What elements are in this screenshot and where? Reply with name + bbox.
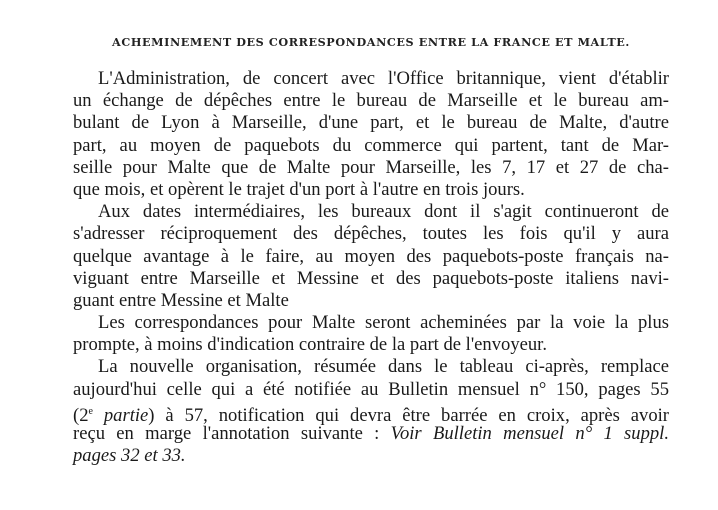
text-line: prompte, à moins d'indication contraire de la part de l'envoyeur. xyxy=(73,334,547,356)
text-line xyxy=(73,423,669,445)
document-body xyxy=(73,68,669,467)
italic-text: Voir Bulletin mensuel n° 1 suppl. xyxy=(390,423,669,444)
text-fragment: reçu en marge l'annotation suivante : xyxy=(73,423,391,444)
text-line: bulant de Lyon à Marseille, d'une part, et le bureau de Malte, d'autre xyxy=(73,112,669,134)
text-line: Les correspondances pour Malte seront acheminées par la voie la plus xyxy=(98,312,669,334)
page-heading: ACHEMINEMENT DES CORRESPONDANCES ENTRE LA FRANCE ET MALTE. xyxy=(112,35,630,49)
text-line: Aux dates intermédiaires, les bureaux dont il s'agit continueront de xyxy=(98,201,669,223)
text-line: guant entre Messine et Malte xyxy=(73,289,289,311)
italic-text: pages 32 et 33. xyxy=(73,445,186,467)
text-line: La nouvelle organisation, résumée dans le tableau ci-après, remplace xyxy=(98,356,669,378)
text-line: que mois, et opèrent le trajet d'un port à l'autre en trois jours. xyxy=(73,178,525,200)
paragraph-2 xyxy=(73,201,669,312)
text-line xyxy=(73,401,669,426)
text-fragment: (2 xyxy=(73,405,89,426)
italic-text: partie xyxy=(103,405,149,426)
text-line: L'Administration, de concert avec l'Office britannique, vient d'établir xyxy=(98,68,669,89)
text-line: s'adresser réciproquement des dépêches, toutes les fois qu'il y aura xyxy=(73,223,669,245)
text-fragment: ) à 57, notification qui devra être barrée en croix, après avoir xyxy=(148,405,669,426)
paragraph-1 xyxy=(73,68,669,201)
paragraph-3 xyxy=(73,312,669,356)
text-line: aujourd'hui celle qui a été notifiée au Bulletin mensuel n° 150, pages 55 xyxy=(73,378,669,400)
text-line: quelque avantage à le faire, au moyen des paquebots-poste français na- xyxy=(73,245,669,267)
superscript: e xyxy=(88,405,93,417)
text-line: un échange de dépêches entre le bureau de Marseille et le bureau am- xyxy=(73,90,669,112)
paragraph-4 xyxy=(73,356,669,467)
text-line: seille pour Malte que de Malte pour Marseille, les 7, 17 et 27 de cha- xyxy=(73,156,669,178)
text-line xyxy=(73,445,669,467)
text-line: part, au moyen de paquebots du commerce qui partent, tant de Mar- xyxy=(73,134,669,156)
text-line: viguant entre Marseille et Messine et des paquebots-poste italiens navi- xyxy=(73,267,669,289)
